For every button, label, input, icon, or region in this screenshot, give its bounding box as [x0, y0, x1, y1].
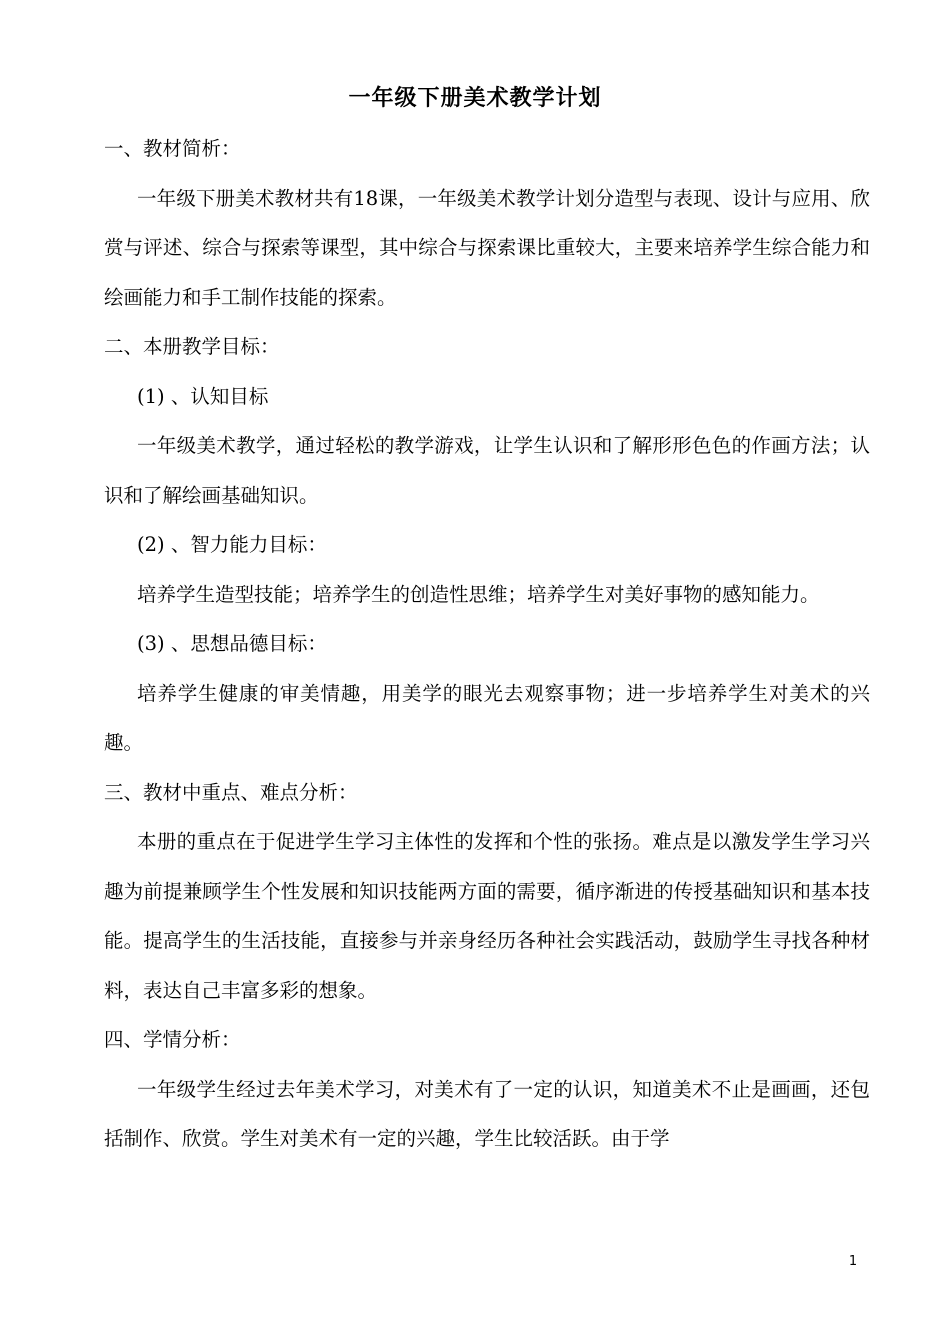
- subheading-moral-goal: (3) 、思想品德目标：: [137, 632, 327, 655]
- section-heading-teaching-goals: 二、本册教学目标：: [104, 335, 280, 358]
- section-heading-key-points: 三、教材中重点、难点分析：: [104, 780, 358, 804]
- page-number: 1: [848, 1254, 858, 1269]
- paragraph-moral-goal: 培养学生健康的审美情趣，用美学的眼光去观察事物；进一步培养学生对美术的兴趣。: [104, 681, 870, 754]
- document-body: [104, 124, 870, 1164]
- paragraph-student-analysis: 一年级学生经过去年美术学习，对美术有了一定的认识，知道美术不止是画画，还包括制作、欣赏。学生对美术有一定的兴趣，学生比较活跃。由于学: [104, 1077, 870, 1150]
- document-title: 一年级下册美术教学计划: [348, 86, 602, 111]
- paragraph-cognitive-goal: 一年级美术教学，通过轻松的教学游戏，让学生认识和了解形形色色的作画方法；认识和了解绘画基础知识。: [104, 434, 870, 507]
- subheading-ability-goal: (2) 、智力能力目标：: [137, 533, 327, 556]
- paragraph-ability-goal: 培养学生造型技能；培养学生的创造性思维；培养学生对美好事物的感知能力。: [137, 582, 820, 606]
- subheading-cognitive-goal: (1) 、认知目标: [137, 384, 269, 408]
- paragraph-key-points: 本册的重点在于促进学生学习主体性的发挥和个性的张扬。难点是以激发学生学习兴趣为前提兼顾学生个性发展和知识技能两方面的需要，循序渐进的传授基础知识和基本技能。提高学生的生活技能，直接参与并亲身经历各种社会实践活动，鼓励学生寻找各种材料，表达自己丰富多彩的想象。: [104, 830, 870, 1002]
- section-heading-textbook-analysis: 一、教材简析：: [104, 137, 241, 160]
- paragraph-textbook-analysis: 一年级下册美术教材共有18课，一年级美术教学计划分造型与表现、设计与应用、欣赏与评述、综合与探索等课型，其中综合与探索课比重较大，主要来培养学生综合能力和绘画能力和手工制作技能的探索。: [104, 186, 870, 309]
- section-heading-student-analysis: 四、学情分析：: [104, 1028, 241, 1051]
